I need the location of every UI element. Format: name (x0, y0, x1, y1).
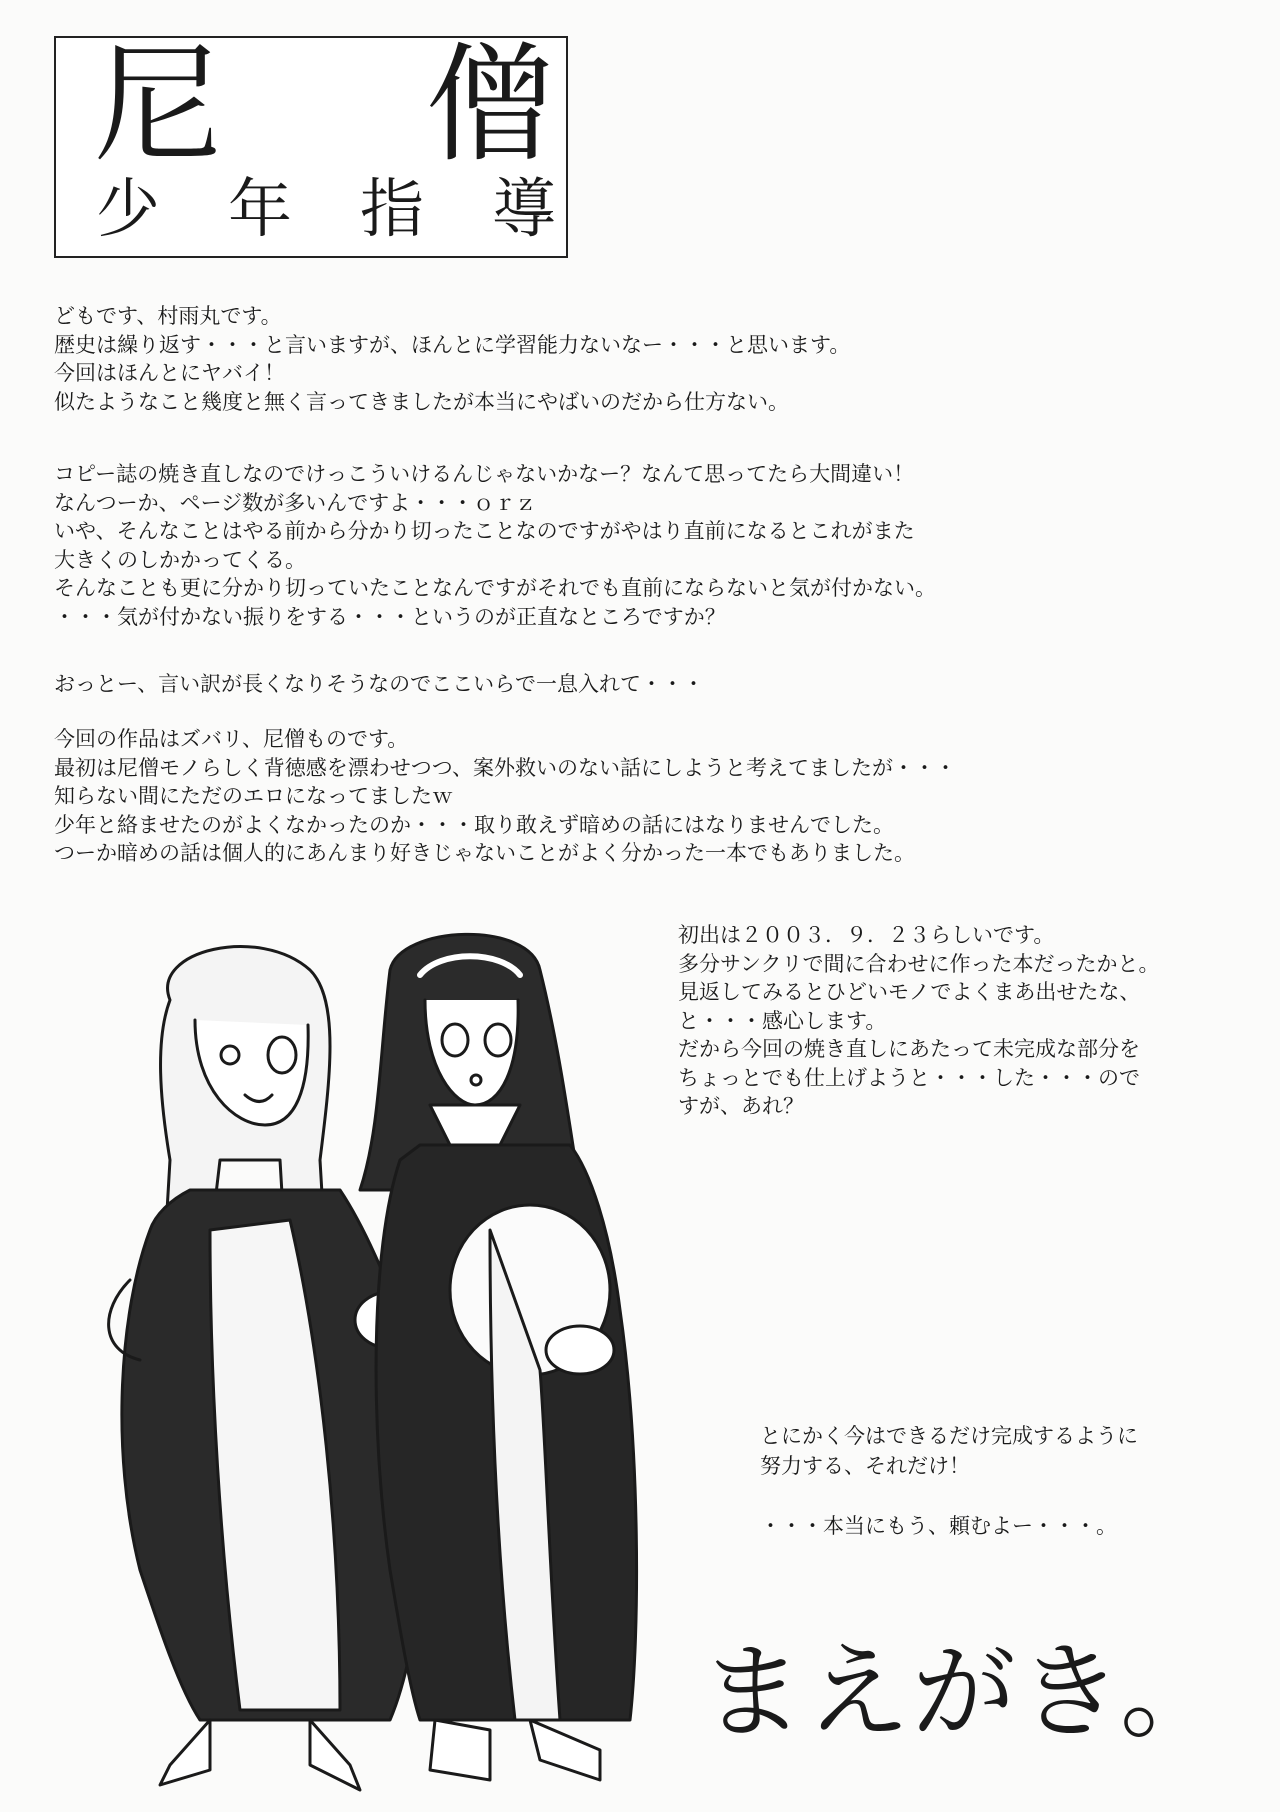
closing-remarks (760, 1421, 1138, 1541)
text-line: 今回の作品はズバリ、尼僧ものです。 (54, 727, 409, 751)
title-char: 導 (492, 173, 556, 247)
text-line: どもです、村雨丸です。 (54, 304, 282, 328)
text-line: だから今回の焼き直しにあたって未完成な部分を (678, 1037, 1140, 1061)
text-line: なんつーか、ページ数が多いんですよ・・・ｏｒｚ (54, 490, 537, 515)
title-char: 少 (96, 173, 160, 247)
title-char: 僧 (425, 31, 554, 180)
text-line: すが、あれ？ (678, 1094, 804, 1118)
text-line: おっとー、言い訳が長くなりそうなのでここいらで一息入れて・・・ (54, 672, 704, 696)
first-published-note (678, 921, 1160, 1121)
paragraph-work (54, 725, 956, 868)
title-line2 (96, 173, 556, 247)
text-line: 歴史は繰り返す・・・と言いますが、ほんとに学習能力ないなー・・・と思います。 (54, 332, 851, 357)
text-line: とにかく今はできるだけ完成するように (760, 1424, 1138, 1448)
title-char: 尼 (94, 31, 223, 180)
text-line: 初出は２００３．９．２３らしいです。 (678, 923, 1055, 947)
text-line: いや、そんなことはやる前から分かり切ったことなのですがやはり直前になるとこれがまた (54, 519, 915, 543)
title-box (54, 31, 568, 258)
text-line: 努力する、それだけ！ (760, 1454, 970, 1478)
title-char: 年 (228, 173, 292, 247)
text-line: 少年と絡ませたのがよくなかったのか・・・取り敢えず暗めの話にはなりませんでした。 (54, 812, 894, 837)
page-heading: まえがき。 (700, 1631, 1226, 1753)
text-line: 知らない間にただのエロになってましたｗ (54, 784, 453, 808)
text-line: つーか暗めの話は個人的にあんまり好きじゃないことがよく分かった一本でもありました。 (54, 841, 915, 865)
spacer (760, 1481, 1138, 1511)
text-line: 多分サンクリで間に合わせに作った本だったかと。 (678, 951, 1160, 976)
text-line: ・・・本当にもう、頼むよー・・・。 (760, 1514, 1117, 1538)
text-line: ・・・気が付かない振りをする・・・というのが正直なところですか？ (54, 604, 726, 629)
text-line: 大きくのしかかってくる。 (54, 547, 306, 572)
paragraph-intro (54, 302, 850, 416)
text-line: そんなことも更に分かり切っていたことなんですがそれでも直前にならないと気が付かない。 (54, 576, 936, 600)
nuns-illustration (60, 930, 700, 1800)
paragraph-break (54, 670, 704, 699)
paragraph-copy (54, 460, 936, 631)
title-char: 指 (360, 173, 424, 247)
text-line: ちょっとでも仕上げようと・・・した・・・ので (678, 1065, 1140, 1090)
text-line: 似たようなこと幾度と無く言ってきましたが本当にやばいのだから仕方ない。 (54, 389, 789, 414)
title-line1 (94, 31, 554, 180)
text-line: 今回はほんとにヤバイ！ (54, 361, 285, 385)
text-line: 見返してみるとひどいモノでよくまあ出せたな、 (678, 980, 1141, 1004)
text-line: コピー誌の焼き直しなのでけっこういけるんじゃないかなー？なんて思ってたら大間違い！ (54, 462, 915, 486)
text-line: と・・・感心します。 (678, 1008, 887, 1033)
text-line: 最初は尼僧モノらしく背徳感を漂わせつつ、案外救いのない話にしようと考えてましたが・・・ (54, 755, 956, 780)
